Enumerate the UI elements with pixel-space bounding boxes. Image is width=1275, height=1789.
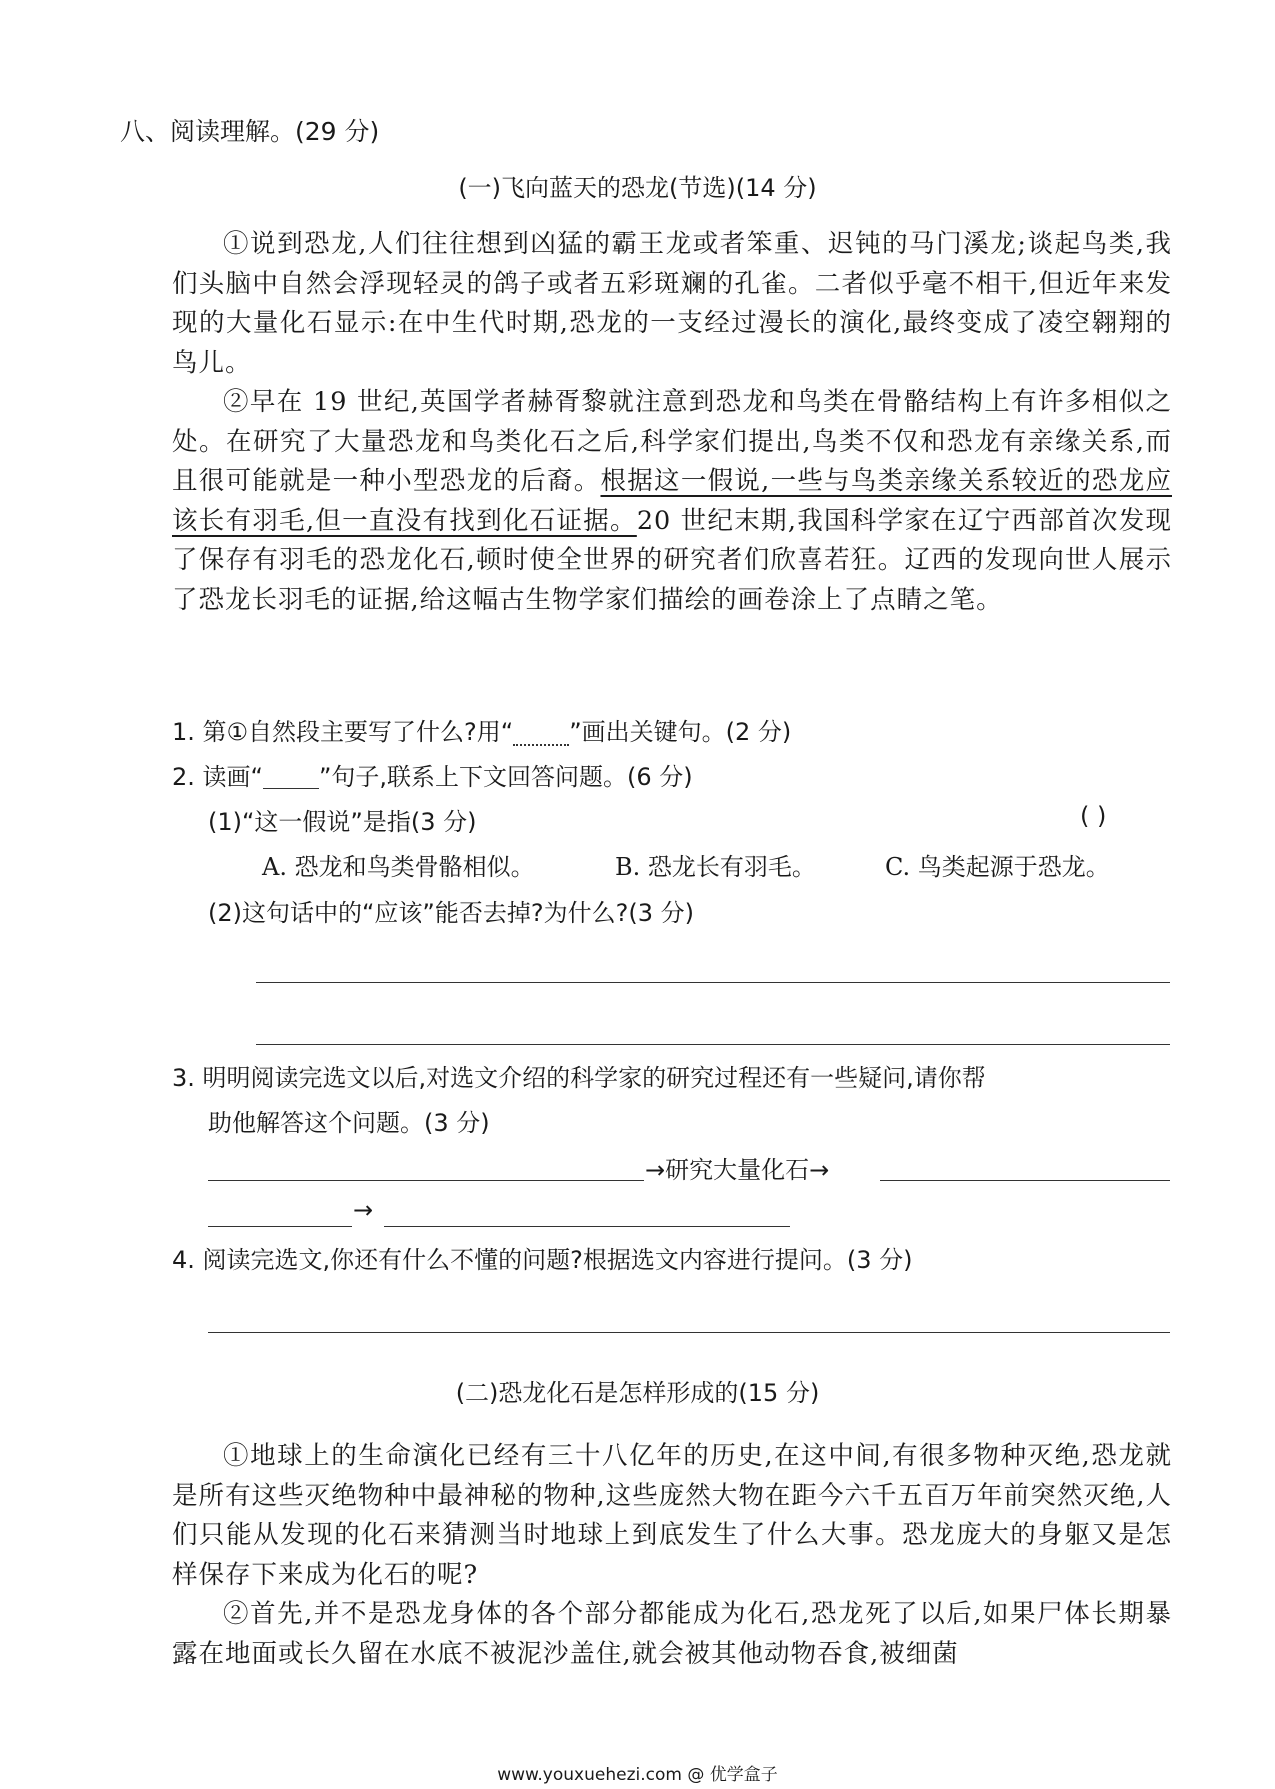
question-4: 4. 阅读完选文,你还有什么不懂的问题?根据选文内容进行提问。(3 分) <box>172 1246 913 1274</box>
section-title: 八、阅读理解。(29 分) <box>120 117 380 146</box>
question-2 <box>172 757 693 792</box>
question-3-step: →研究大量化石→ <box>645 1156 830 1184</box>
question-1 <box>172 712 791 747</box>
answer-line-3d[interactable] <box>384 1226 790 1227</box>
straight-line-mark <box>263 766 319 789</box>
question-3-arrow: → <box>353 1196 374 1224</box>
question-2-2: (2)这句话中的“应该”能否去掉?为什么?(3 分) <box>208 899 694 927</box>
footer-watermark: www.youxuehezi.com @ 优学盒子 <box>497 1765 778 1785</box>
question-1-prefix: 1. 第①自然段主要写了什么?用“ <box>172 718 514 746</box>
question-2-1-answer-paren[interactable]: ( ) <box>1080 802 1107 830</box>
answer-line-4[interactable] <box>208 1332 1170 1333</box>
answer-line-2-2b[interactable] <box>256 1044 1170 1045</box>
passage1-p2-before: ②早在 19 世纪,英国学者赫胥黎就注意到恐龙和鸟类在骨骼结构上有许多相似之处。在研究了大量恐龙和鸟类化石之后,科学家们提出,鸟类不仅和恐龙有亲缘关系,而且很可能就是一种小型恐龙的后裔。 <box>172 387 1172 496</box>
passage2-paragraph-2: ②首先,并不是恐龙身体的各个部分都能成为化石,恐龙死了以后,如果尸体长期暴露在地面或长久留在水底不被泥沙盖住,就会被其他动物吞食,被细菌 <box>172 1599 1172 1669</box>
question-1-suffix: ”画出关键句。(2 分) <box>569 718 792 746</box>
option-b[interactable]: B. 恐龙长有羽毛。 <box>615 853 816 881</box>
question-3-line-1: 3. 明明阅读完选文以后,对选文介绍的科学家的研究过程还有一些疑问,请你帮 <box>172 1064 986 1092</box>
answer-line-3c[interactable] <box>208 1226 352 1227</box>
question-2-suffix: ”句子,联系上下文回答问题。(6 分) <box>318 763 693 791</box>
passage2-paragraph-1: ①地球上的生命演化已经有三十八亿年的历史,在这中间,有很多物种灭绝,恐龙就是所有这些灭绝物种中最神秘的物种,这些庞然大物在距今六千五百万年前突然灭绝,人们只能从发现的化石来猜测当时地球上到底发生了什么大事。恐龙庞大的身躯又是怎样保存下来成为化石的呢? <box>172 1441 1172 1590</box>
passage1-paragraph-2 <box>172 383 1172 620</box>
option-a[interactable]: A. 恐龙和鸟类骨骼相似。 <box>262 853 535 881</box>
passage1-paragraph-1: ①说到恐龙,人们往往想到凶猛的霸王龙或者笨重、迟钝的马门溪龙;谈起鸟类,我们头脑中自然会浮现轻灵的鸽子或者五彩斑斓的孔雀。二者似乎毫不相干,但近年来发现的大量化石显示:在中生代时期,恐龙的一支经过漫长的演化,最终变成了凌空翱翔的鸟儿。 <box>172 229 1172 378</box>
question-2-1: (1)“这一假说”是指(3 分) <box>208 808 477 836</box>
passage2-body <box>172 1437 1172 1674</box>
answer-line-3a[interactable] <box>208 1180 644 1181</box>
underlined-sentence: 根据这一假说,一些与鸟类亲缘关系较近的恐龙应该长有羽毛,但一直没有找到化石证据。 <box>172 466 1172 536</box>
wavy-line-mark <box>513 734 569 746</box>
answer-line-2-2a[interactable] <box>256 982 1170 983</box>
passage1-title: (一)飞向蓝天的恐龙(节选)(14 分) <box>458 174 817 202</box>
passage1-body <box>172 225 1172 620</box>
passage1-p2-after: 20 世纪末期,我国科学家在辽宁西部首次发现了保存有羽毛的恐龙化石,顿时使全世界的研究者们欣喜若狂。辽西的发现向世人展示了恐龙长羽毛的证据,给这幅古生物学家们描绘的画卷涂上了点睛之笔。 <box>172 505 1172 615</box>
question-3-line-2: 助他解答这个问题。(3 分) <box>208 1109 490 1137</box>
passage2-title: (二)恐龙化石是怎样形成的(15 分) <box>455 1379 820 1407</box>
question-2-prefix: 2. 读画“ <box>172 763 263 791</box>
answer-line-3b[interactable] <box>880 1180 1170 1181</box>
option-c[interactable]: C. 鸟类起源于恐龙。 <box>885 853 1110 881</box>
